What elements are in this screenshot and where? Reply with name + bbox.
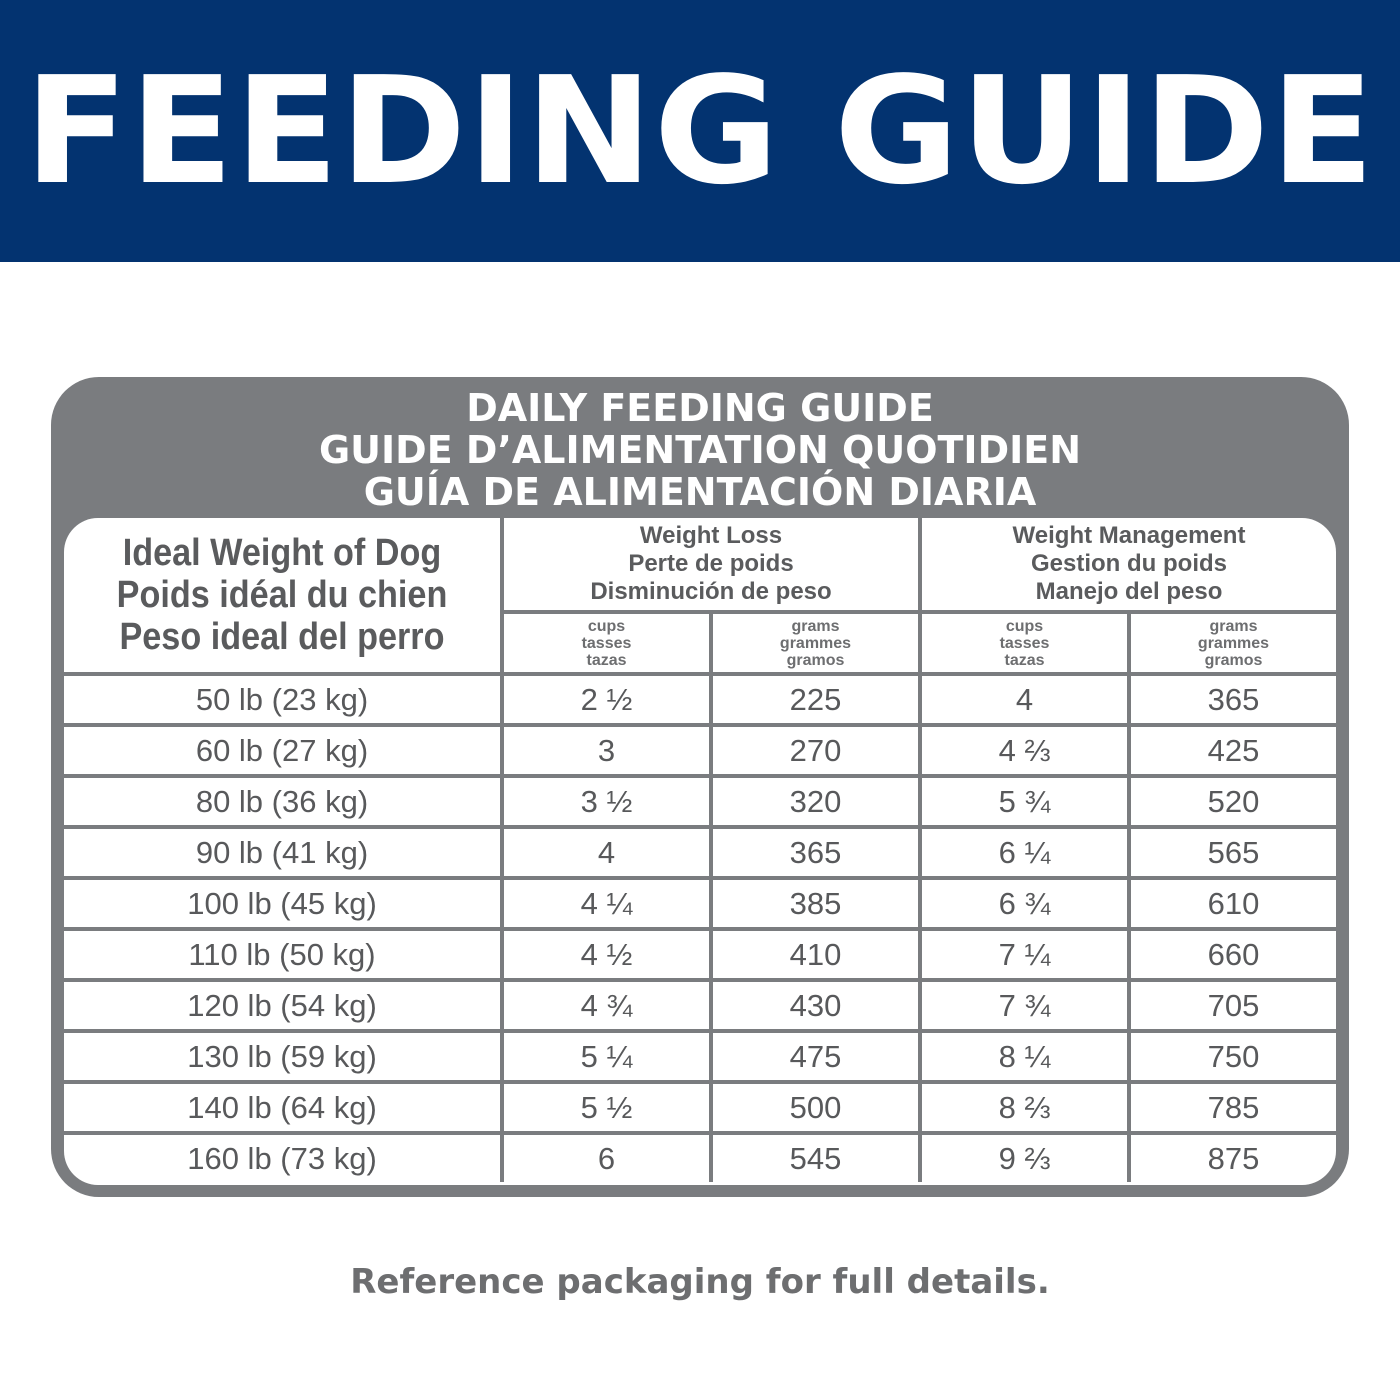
mgmt-cups-cell: 8 ¼ <box>920 1031 1129 1082</box>
weight-loss-label-en: Weight Loss <box>639 522 783 549</box>
mgmt-cups-cell: 7 ¾ <box>920 980 1129 1031</box>
unit-label: tazas <box>1004 651 1045 669</box>
weight-header-es: Peso ideal del perro <box>119 616 445 658</box>
mgmt-cups-cell: 6 ¼ <box>920 827 1129 878</box>
loss-grams-cell: 270 <box>711 725 920 776</box>
page-title: FEEDING GUIDE <box>24 45 1376 217</box>
unit-label: tasses <box>581 634 632 652</box>
table-row <box>64 776 1336 827</box>
unit-label: gramos <box>1204 651 1263 669</box>
feeding-guide-card <box>51 377 1349 1197</box>
mgmt-cups-cell: 9 ⅔ <box>920 1133 1129 1182</box>
unit-label: grammes <box>779 634 852 652</box>
weight-header-en: Ideal Weight of Dog <box>122 532 442 574</box>
table-row <box>64 827 1336 878</box>
loss-cups-cell: 2 ½ <box>502 674 711 725</box>
table-row <box>64 1133 1336 1182</box>
feeding-table-body <box>64 674 1336 1182</box>
weight-cell: 130 lb (59 kg) <box>64 1031 502 1082</box>
table-row <box>64 878 1336 929</box>
mgmt-grams-unit-header <box>1129 612 1336 674</box>
weight-cell: 160 lb (73 kg) <box>64 1133 502 1182</box>
mgmt-grams-cell: 520 <box>1129 776 1336 827</box>
loss-cups-cell: 6 <box>502 1133 711 1182</box>
mgmt-cups-unit-header <box>920 612 1129 674</box>
mgmt-grams-cell: 750 <box>1129 1031 1336 1082</box>
mgmt-grams-cell: 425 <box>1129 725 1336 776</box>
loss-cups-cell: 3 ½ <box>502 776 711 827</box>
weight-header-fr: Poids idéal du chien <box>116 574 448 616</box>
card-title-line-es: GUÍA DE ALIMENTACIÓN DIARIA <box>363 470 1037 514</box>
card-title-line-fr: GUIDE D’ALIMENTATION QUOTIDIEN <box>318 428 1082 472</box>
loss-grams-cell: 385 <box>711 878 920 929</box>
weight-loss-label-fr: Perte de poids <box>628 550 794 577</box>
mgmt-cups-cell: 5 ¾ <box>920 776 1129 827</box>
weight-management-label-fr: Gestion du poids <box>1031 550 1227 577</box>
mgmt-grams-cell: 365 <box>1129 674 1336 725</box>
table-row <box>64 929 1336 980</box>
weight-loss-label-es: Disminución de peso <box>590 578 832 605</box>
mgmt-cups-cell: 7 ¼ <box>920 929 1129 980</box>
card-title-line-en: DAILY FEEDING GUIDE <box>466 386 934 430</box>
table-row <box>64 1082 1336 1133</box>
weight-cell: 80 lb (36 kg) <box>64 776 502 827</box>
weight-column-header <box>64 518 502 674</box>
weight-management-label-en: Weight Management <box>1012 522 1246 549</box>
loss-cups-cell: 4 ¼ <box>502 878 711 929</box>
card-title <box>51 387 1349 513</box>
feeding-table <box>64 518 1336 1182</box>
weight-cell: 90 lb (41 kg) <box>64 827 502 878</box>
loss-grams-cell: 320 <box>711 776 920 827</box>
feeding-table-wrapper <box>64 518 1336 1185</box>
unit-label: grams <box>791 617 840 635</box>
unit-label: grammes <box>1197 634 1270 652</box>
loss-grams-unit-header <box>711 612 920 674</box>
table-row <box>64 1031 1336 1082</box>
weight-cell: 120 lb (54 kg) <box>64 980 502 1031</box>
footer-note: Reference packaging for full details. <box>350 1262 1050 1302</box>
unit-label: gramos <box>786 651 845 669</box>
weight-cell: 50 lb (23 kg) <box>64 674 502 725</box>
unit-label: cups <box>587 617 626 635</box>
mgmt-grams-cell: 705 <box>1129 980 1336 1031</box>
loss-grams-cell: 545 <box>711 1133 920 1182</box>
table-row <box>64 674 1336 725</box>
loss-cups-cell: 4 ¾ <box>502 980 711 1031</box>
loss-cups-unit-header <box>502 612 711 674</box>
unit-label: grams <box>1209 617 1258 635</box>
mgmt-grams-cell: 785 <box>1129 1082 1336 1133</box>
unit-label: tazas <box>586 651 627 669</box>
table-row <box>64 980 1336 1031</box>
weight-loss-header <box>502 518 920 612</box>
table-header-row <box>64 518 1336 612</box>
weight-management-header <box>920 518 1336 612</box>
loss-grams-cell: 410 <box>711 929 920 980</box>
loss-cups-cell: 5 ¼ <box>502 1031 711 1082</box>
loss-cups-cell: 4 ½ <box>502 929 711 980</box>
loss-grams-cell: 430 <box>711 980 920 1031</box>
weight-management-label-es: Manejo del peso <box>1035 578 1223 605</box>
loss-grams-cell: 500 <box>711 1082 920 1133</box>
mgmt-cups-cell: 6 ¾ <box>920 878 1129 929</box>
weight-cell: 140 lb (64 kg) <box>64 1082 502 1133</box>
loss-cups-cell: 3 <box>502 725 711 776</box>
loss-grams-cell: 475 <box>711 1031 920 1082</box>
loss-grams-cell: 365 <box>711 827 920 878</box>
table-row <box>64 725 1336 776</box>
weight-cell: 60 lb (27 kg) <box>64 725 502 776</box>
mgmt-cups-cell: 4 ⅔ <box>920 725 1129 776</box>
mgmt-grams-cell: 610 <box>1129 878 1336 929</box>
weight-cell: 110 lb (50 kg) <box>64 929 502 980</box>
unit-label: cups <box>1005 617 1044 635</box>
loss-cups-cell: 4 <box>502 827 711 878</box>
mgmt-grams-cell: 875 <box>1129 1133 1336 1182</box>
mgmt-cups-cell: 8 ⅔ <box>920 1082 1129 1133</box>
mgmt-grams-cell: 660 <box>1129 929 1336 980</box>
header-banner <box>0 0 1400 262</box>
mgmt-cups-cell: 4 <box>920 674 1129 725</box>
loss-grams-cell: 225 <box>711 674 920 725</box>
mgmt-grams-cell: 565 <box>1129 827 1336 878</box>
unit-label: tasses <box>999 634 1050 652</box>
weight-cell: 100 lb (45 kg) <box>64 878 502 929</box>
loss-cups-cell: 5 ½ <box>502 1082 711 1133</box>
